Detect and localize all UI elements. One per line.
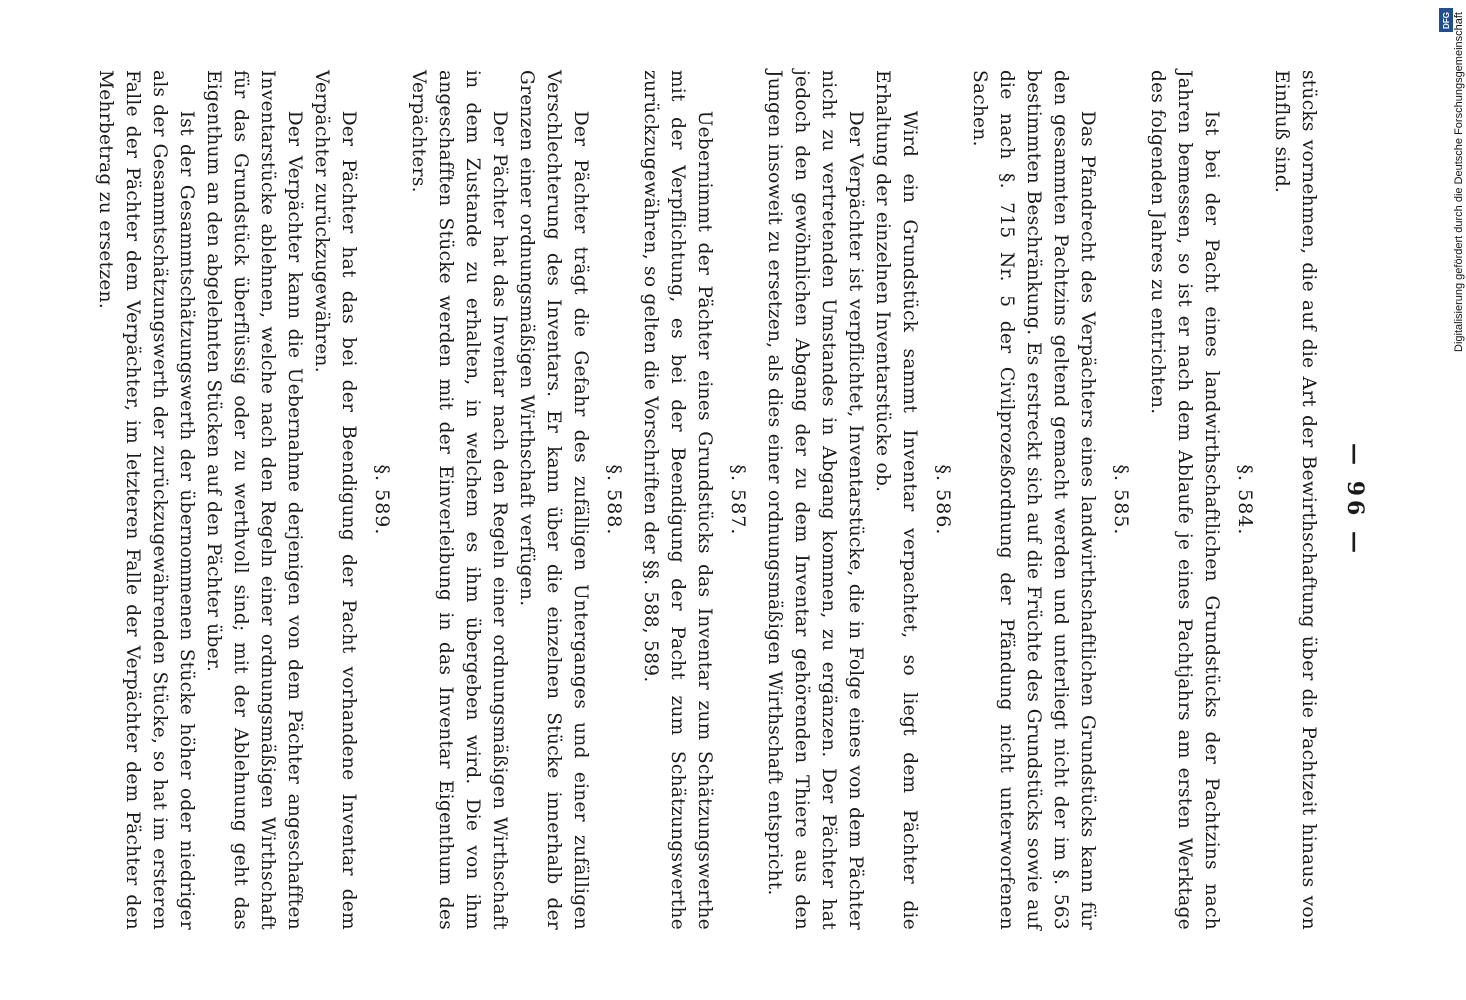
paragraph: Ist der Gesammtschätzungswerth der übernommenen Stücke höher oder niedriger als der Gesammtschätzungswerth der zurückzugewährenden Stücke, so hat im ersteren Falle der Pächter dem Verpächter, im letzteren Falle der Verpächter dem Pächter den Mehrbetrag zu ersetzen. (95, 70, 197, 930)
dfg-logo-text: DFG (1441, 11, 1451, 29)
section-heading: §. 585. (1110, 464, 1132, 536)
section-heading: §. 589. (371, 464, 393, 536)
paragraph: stücks vornehmen, die auf die Art der Bewirthschaftung über die Pachtzeit hinaus von Einfluß sind. (1271, 70, 1319, 930)
funding-note-text: Digitalisierung gefördert durch die Deutsche Forschungsgemeinschaft (1453, 12, 1465, 352)
paragraph: Uebernimmt der Pächter eines Grundstücks das Inventar zum Schätzungswerthe mit der Verpflichtung, es bei der Beendigung der Pacht zum Schätzungswerthe zurückzugewähren, so gelten die Vorschriften der §§. 588, 589. (640, 70, 715, 930)
paragraph: Der Pächter hat das Inventar nach den Regeln einer ordnungsmäßigen Wirthschaft in dem Zustande zu erhalten, in welchem es ihm übergeben wird. Die von ihm angeschafften Stücke werden mit der Einverleibung in das Inventar Eigenthum des Verpächters. (408, 70, 510, 930)
paragraph: Wird ein Grundstück sammt Inventar verpachtet, so liegt dem Pächter die Erhaltung der einzelnen Inventarstücke ob. (872, 70, 920, 930)
page-number-header: — 96 — (1342, 443, 1368, 557)
paragraph: Der Pächter hat das bei der Beendigung der Pacht vorhandene Inventar dem Verpächter zurückzugewähren. (311, 70, 359, 930)
paragraph: Der Verpächter ist verpflichtet, Inventarstücke, die in Folge eines von dem Pächter nicht zu vertretenden Umstandes in Abgang kommen, zu ergänzen. Der Pächter hat jedoch den gewöhnlichen Abgang der zu dem Inventar gehörenden Thiere aus den Jungen insoweit zu ersetzen, als dies einer ordnungsmäßigen Wirthschaft entspricht. (764, 70, 866, 930)
section-heading: §. 588. (603, 464, 625, 536)
paragraph: Das Pfandrecht des Verpächters eines landwirthschaftlichen Grundstücks kann für den gesammten Pachtzins geltend gemacht werden und unterliegt nicht der im §. 563 bestimmten Beschränkung. Es erstreckt sich auf die Früchte des Grundstücks sowie auf die nach §. 715 Nr. 5 der Civilprozeßordnung der Pfändung nicht unterworfenen Sachen. (969, 70, 1098, 930)
section-heading: §. 587. (727, 464, 749, 536)
funding-note (1438, 12, 1465, 772)
paragraph: Der Verpächter kann die Uebernahme derjenigen von dem Pächter angeschafften Inventarstücke ablehnen, welche nach den Regeln einer ordnungsmäßigen Wirthschaft für das Grundstück überflüssig oder zu werthvoll sind; mit der Ablehnung geht das Eigenthum an den abgelehnten Stücken auf den Pächter über. (203, 70, 305, 930)
law-text (92, 70, 1322, 930)
rotated-page (80, 70, 1370, 930)
paragraph: Der Pächter trägt die Gefahr des zufälligen Unterganges und einer zufälligen Verschlechterung des Inventars. Er kann über die einzelnen Stücke innerhalb der Grenzen einer ordnungsmäßigen Wirthschaft verfügen. (516, 70, 591, 930)
section-heading: §. 586. (932, 464, 954, 536)
page-body (80, 70, 1370, 930)
paragraph: Ist bei der Pacht eines landwirthschaftlichen Grundstücks der Pachtzins nach Jahren bemessen, so ist er nach dem Ablaufe je eines Pachtjahrs am ersten Werktage des folgenden Jahres zu entrichten. (1147, 70, 1222, 930)
section-heading: §. 584. (1234, 464, 1256, 536)
